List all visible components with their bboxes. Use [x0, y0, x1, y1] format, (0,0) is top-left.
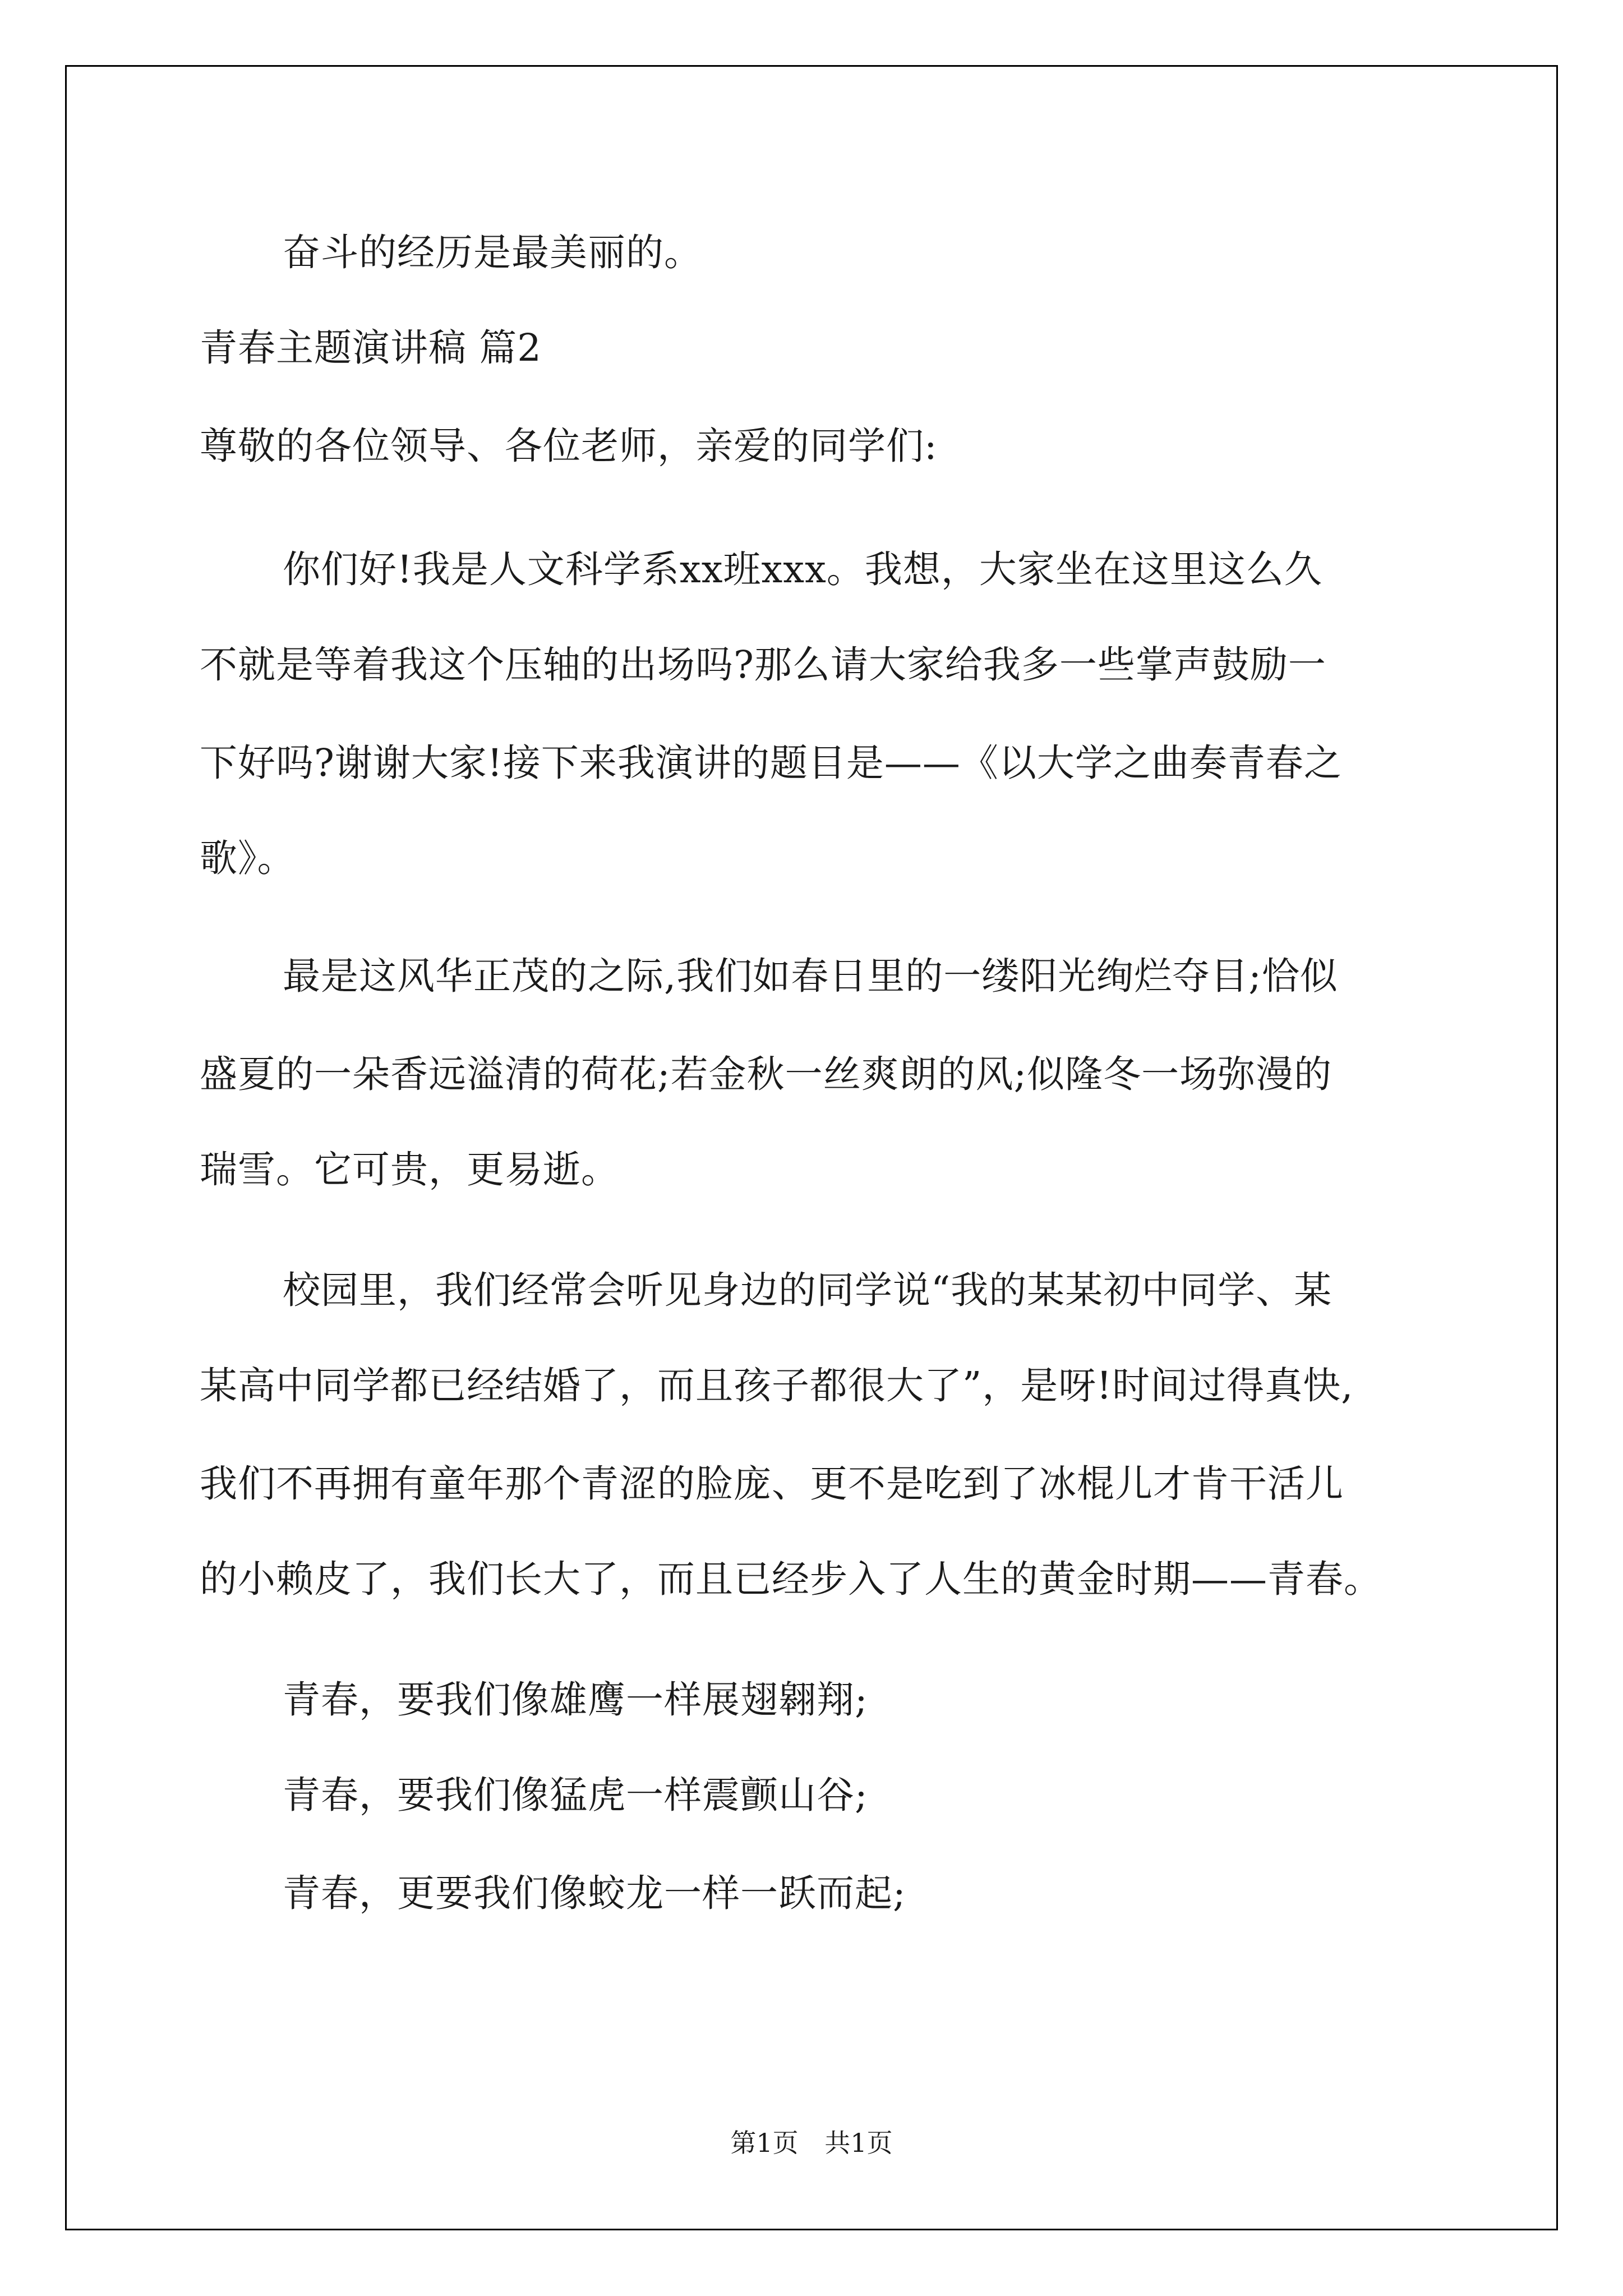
salutation: 尊敬的各位领导、各位老师，亲爱的同学们:: [200, 424, 938, 468]
paragraph-line: 某高中同学都已经结婚了，而且孩子都很大了”，是呀!时间过得真快,: [200, 1364, 1354, 1407]
section-heading: 青春主题演讲稿 篇2: [200, 326, 542, 370]
paragraph-line: 你们好!我是人文科学系xx班xxx。我想，大家坐在这里这么久: [283, 547, 1322, 591]
paragraph-line: 奋斗的经历是最美丽的。: [283, 231, 702, 274]
paragraph-line: 青春，要我们像猛虎一样震颤山谷;: [283, 1773, 868, 1817]
paragraph-line: 歌》。: [200, 836, 296, 880]
paragraph-line: 盛夏的一朵香远溢清的荷花;若金秋一丝爽朗的风;似隆冬一场弥漫的: [200, 1052, 1332, 1096]
paragraph-line: 青春，要我们像雄鹰一样展翅翱翔;: [283, 1678, 868, 1722]
paragraph-line: 的小赖皮了，我们长大了，而且已经步入了人生的黄金时期——青春。: [200, 1557, 1382, 1601]
paragraph-line: 不就是等着我这个压轴的出场吗?那么请大家给我多一些掌声鼓励一: [200, 643, 1326, 687]
paragraph-line: 瑞雪。它可贵，更易逝。: [200, 1148, 619, 1191]
page-total: 共1页: [824, 2128, 893, 2158]
page-footer: [0, 2126, 1623, 2160]
paragraph-line: 校园里，我们经常会听见身边的同学说“我的某某初中同学、某: [283, 1268, 1332, 1312]
paragraph-line: 我们不再拥有童年那个青涩的脸庞、更不是吃到了冰棍儿才肯干活儿: [200, 1462, 1344, 1506]
paragraph-line: 下好吗?谢谢大家!接下来我演讲的题目是——《以大学之曲奏青春之: [200, 741, 1342, 785]
paragraph-line: 最是这风华正茂的之际,我们如春日里的一缕阳光绚烂夺目;恰似: [283, 954, 1338, 998]
paragraph-line: 青春，更要我们像蛟龙一样一跃而起;: [283, 1871, 906, 1915]
page-number: 第1页: [730, 2128, 799, 2158]
